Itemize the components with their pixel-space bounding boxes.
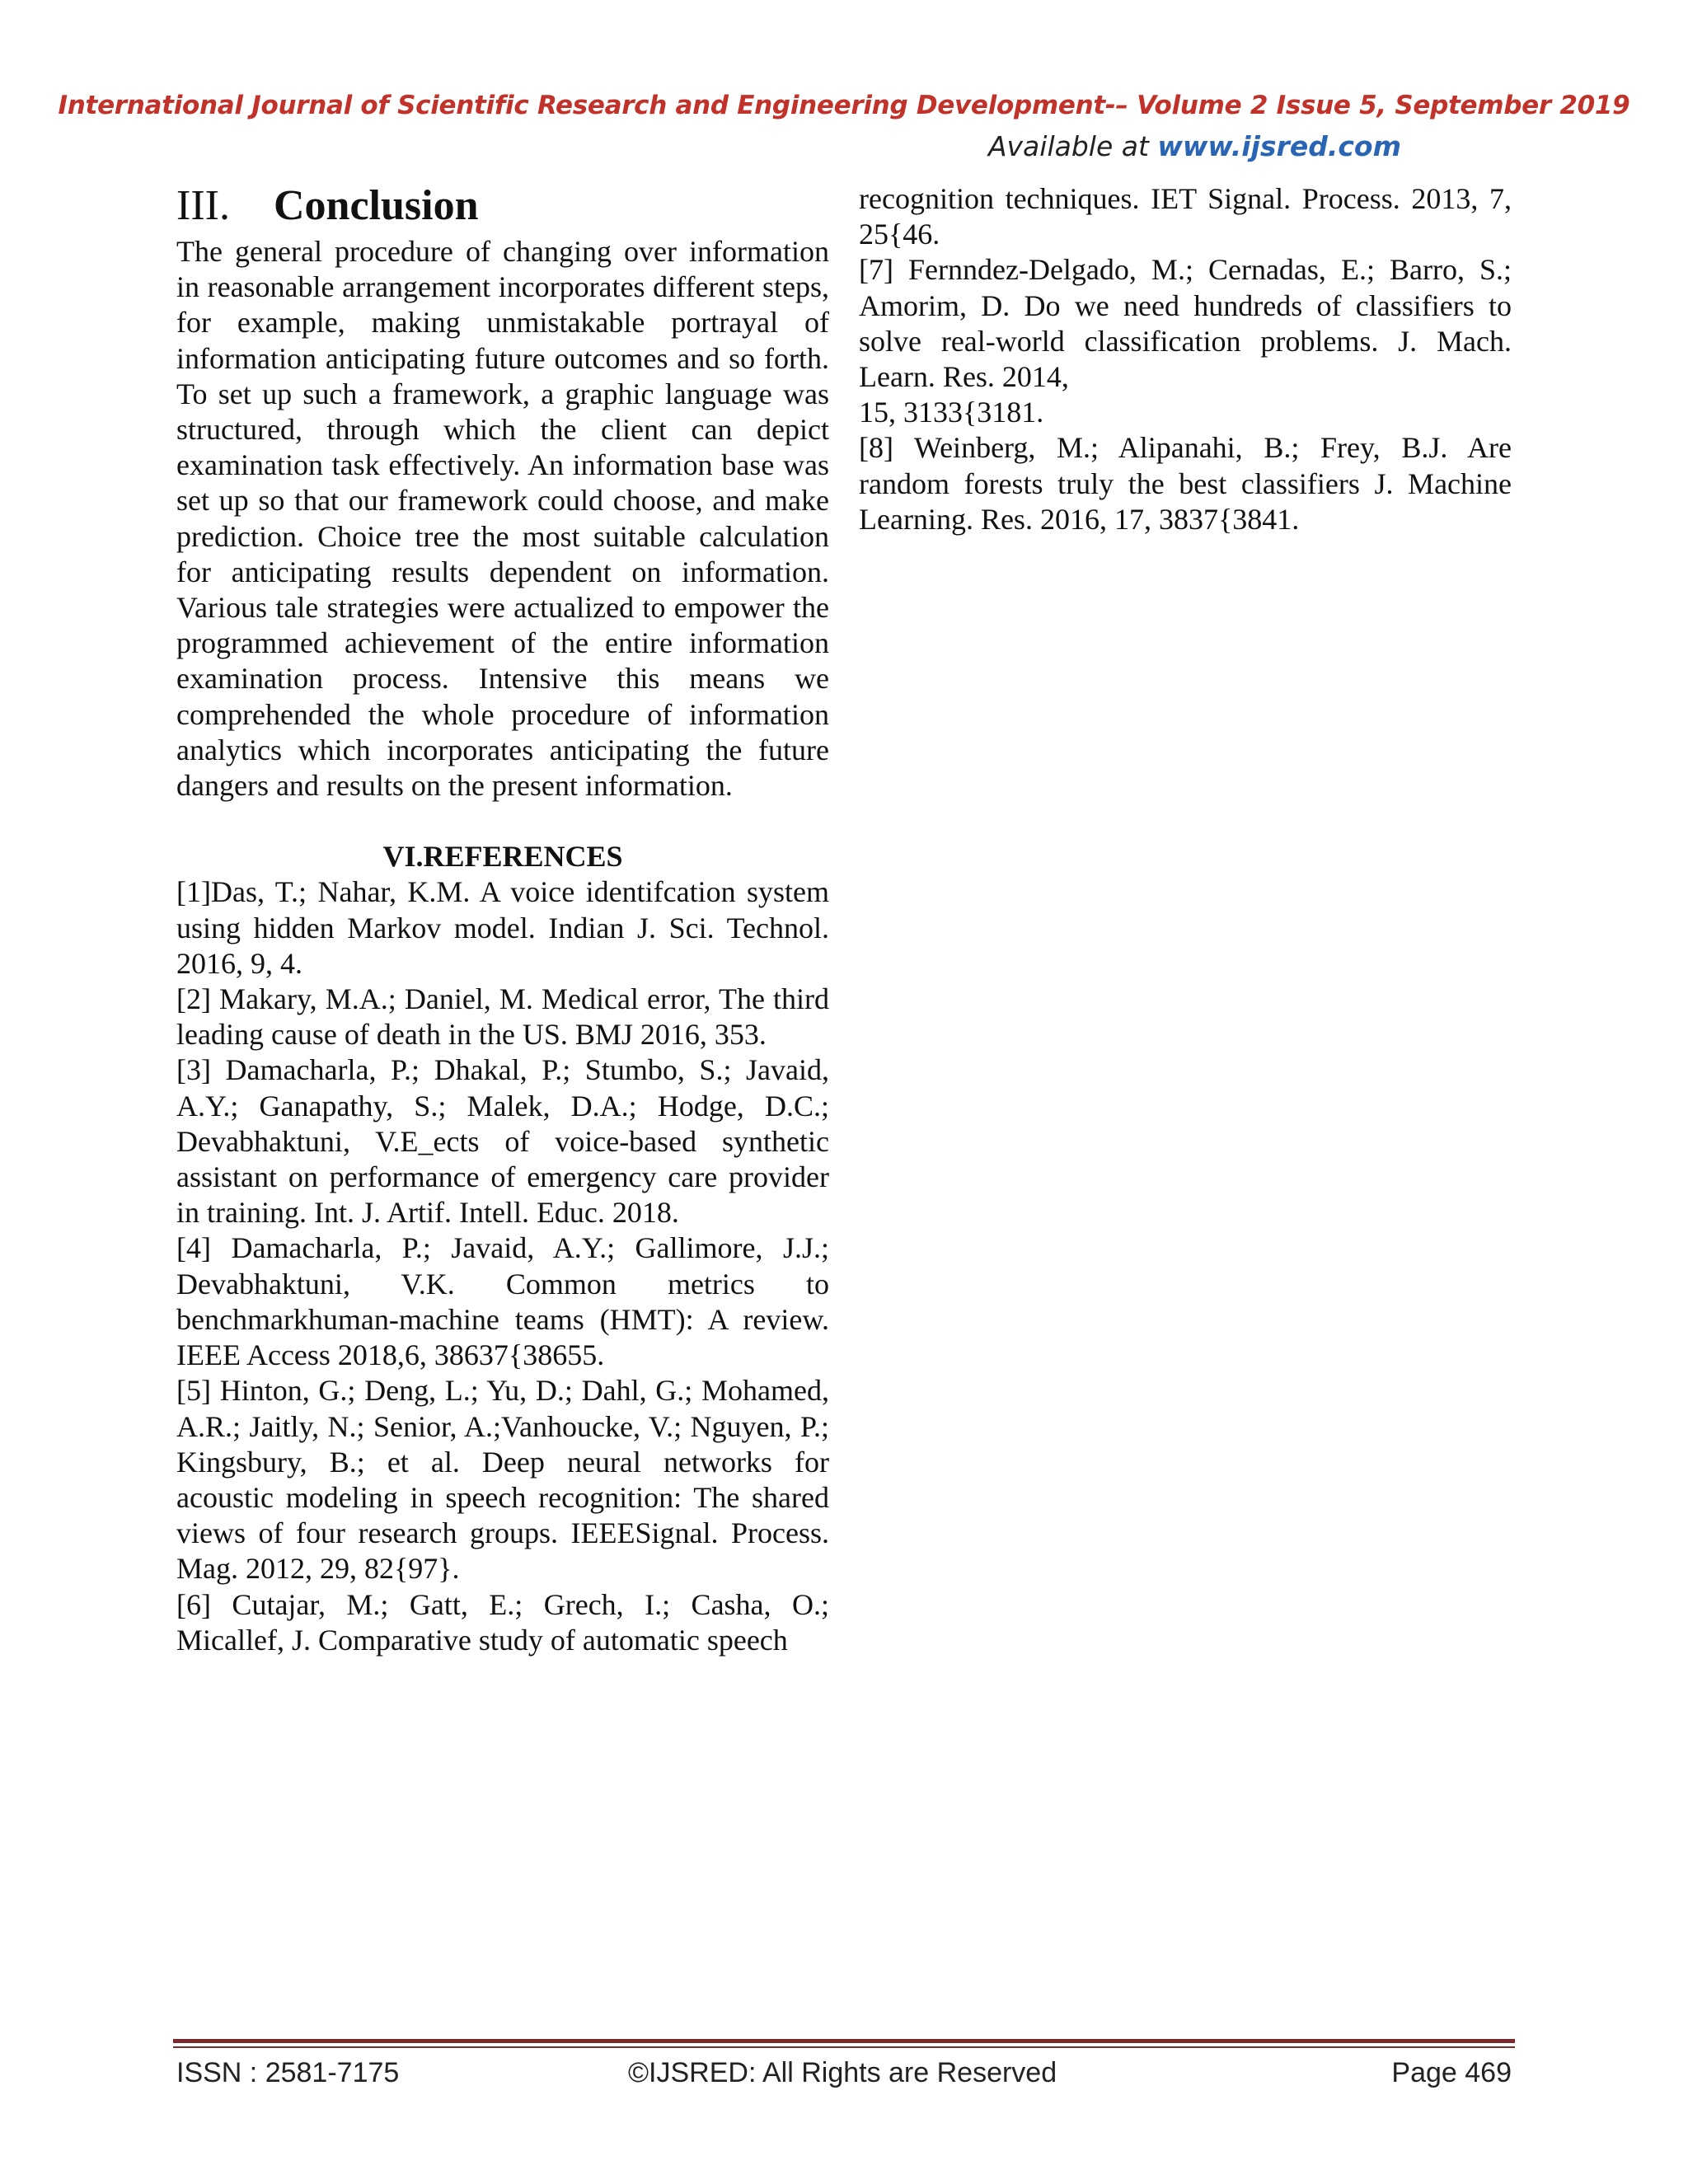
right-column	[859, 181, 1512, 537]
footer-issn: ISSN : 2581-7175	[176, 2057, 400, 2088]
reference-item: [4] Damacharla, P.; Javaid, A.Y.; Gallimore, J.J.; Devabhaktuni, V.K. Common metrics to benchmarkhuman-machine teams (HMT): A review. IEEE Access 2018,6, 38637{38655.	[176, 1231, 829, 1372]
reference-item: [1]Das, T.; Nahar, K.M. A voice identifcation system using hidden Markov model. Indian J. Sci. Technol. 2016, 9, 4.	[176, 875, 829, 980]
footer-copyright: ©IJSRED: All Rights are Reserved	[628, 2057, 1057, 2088]
journal-header-title: International Journal of Scientific Research and Engineering Development-– Volume 2 Issue 5, September 2019	[58, 91, 1630, 120]
left-column	[176, 181, 829, 1658]
reference-item: [8] Weinberg, M.; Alipanahi, B.; Frey, B.J. Are random forests truly the best classifiers J. Machine Learning. Res. 2016, 17, 3837{3841.	[859, 431, 1512, 536]
conclusion-heading	[176, 181, 829, 231]
journal-availability-line	[988, 130, 1401, 162]
footer-divider	[173, 2039, 1515, 2043]
reference-item: [5] Hinton, G.; Deng, L.; Yu, D.; Dahl, G.; Mohamed, A.R.; Jaitly, N.; Senior, A.;Vanhoucke, V.; Nguyen, P.; Kingsbury, B.; et al. Deep neural networks for acoustic modeling in speech recognition: The shared views of four research groups. IEEESignal. Process. Mag. 2012, 29, 82{97}.	[176, 1374, 829, 1586]
reference-item: [6] Cutajar, M.; Gatt, E.; Grech, I.; Casha, O.; Micallef, J. Comparative study of automatic speech	[176, 1587, 829, 1657]
reference-item: 15, 3133{3181.	[859, 396, 1044, 429]
section-number: III.	[176, 182, 230, 229]
conclusion-paragraph: The general procedure of changing over information in reasonable arrangement incorporates different steps, for example, making unmistakable portrayal of information anticipating future outcomes and so forth. To set up such a framework, a graphic language was structured, through which the client can depict examination task effectively. An information base was set up so that our framework could choose, and make prediction. Choice tree the most suitable calculation for anticipating results dependent on information. Various tale strategies were actualized to empower the programmed achievement of the entire information examination process. Intensive this means we comprehended the whole procedure of information analytics which incorporates anticipating the future dangers and results on the present information.	[176, 235, 829, 803]
section-title: Conclusion	[274, 182, 479, 229]
footer-divider-thin	[173, 2046, 1515, 2048]
reference-item: [3] Damacharla, P.; Dhakal, P.; Stumbo, S.; Javaid, A.Y.; Ganapathy, S.; Malek, D.A.; Hodge, D.C.; Devabhaktuni, V.E_ects of voice-based synthetic assistant on performance of emergency care provider in training. Int. J. Artif. Intell. Educ. 2018.	[176, 1053, 829, 1230]
footer-page-number: Page 469	[1391, 2057, 1512, 2088]
journal-url-link[interactable]: www.ijsred.com	[1157, 130, 1401, 162]
reference-item: [7] Fernndez-Delgado, M.; Cernadas, E.; Barro, S.; Amorim, D. Do we need hundreds of classifiers to solve real-world classification problems. J. Mach. Learn. Res. 2014,	[859, 253, 1512, 394]
reference-item: recognition techniques. IET Signal. Process. 2013, 7, 25{46.	[859, 182, 1512, 251]
references-heading: VI.REFERENCES	[382, 840, 623, 874]
reference-item: [2] Makary, M.A.; Daniel, M. Medical error, The third leading cause of death in the US. BMJ 2016, 353.	[176, 982, 829, 1052]
available-prefix: Available at	[987, 130, 1158, 162]
page-footer	[176, 2057, 1512, 2093]
